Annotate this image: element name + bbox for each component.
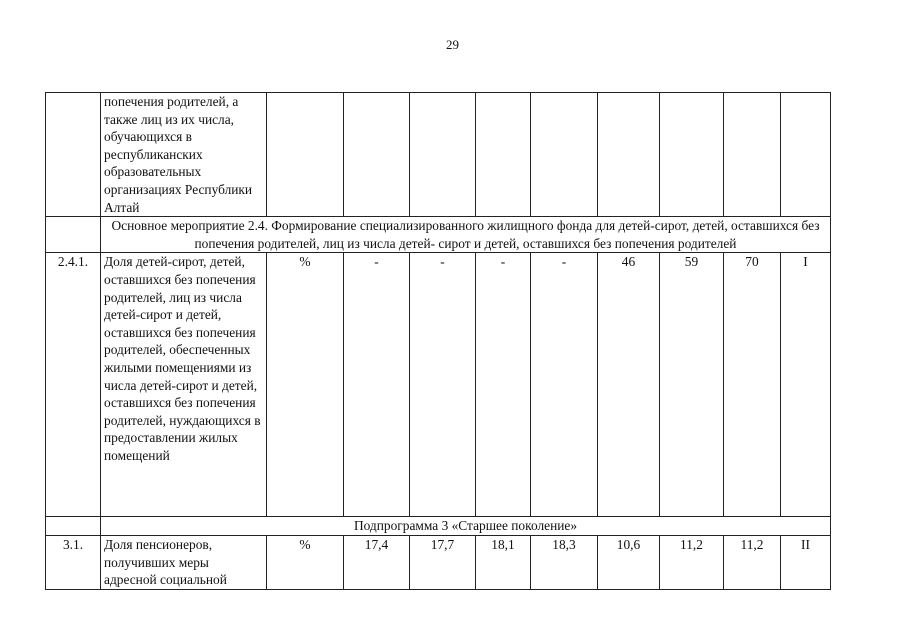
table-row (46, 535, 831, 589)
unit-cell: % (267, 535, 344, 589)
row-number-cell (46, 217, 101, 253)
page-number: 29 (446, 37, 459, 52)
value-cell (598, 93, 660, 217)
value-cell: 10,6 (598, 535, 660, 589)
unit-cell (267, 93, 344, 217)
section-row (46, 217, 831, 253)
value-cell: II (781, 535, 831, 589)
value-cell (781, 93, 831, 217)
value-cell: - (531, 253, 598, 517)
value-cell: - (410, 253, 476, 517)
row-number-cell: 2.4.1. (46, 253, 101, 517)
main-activity-title: Основное мероприятие 2.4. Формирование специализированного жилищного фонда для детей-сирот, детей, оставшихся без попечения родителей, лиц из числа детей- сирот и детей, оставшихся без попечения родителей (101, 217, 831, 253)
value-cell: 17,4 (344, 535, 410, 589)
value-cell (724, 93, 781, 217)
value-cell (476, 93, 531, 217)
value-cell: I (781, 253, 831, 517)
row-number-cell: 3.1. (46, 535, 101, 589)
value-cell: 17,7 (410, 535, 476, 589)
indicator-name-cell: Доля детей-сирот, детей, оставшихся без попечения родителей, лиц из числа детей-сирот и детей, оставшихся без попечения родителей, обеспеченных жилыми помещениями из числа детей-сирот и детей, оставшихся без попечения родителей, нуждающихся в предоставлении жилых помещений (101, 253, 267, 517)
section-row (46, 517, 831, 536)
value-cell: - (476, 253, 531, 517)
value-cell (410, 93, 476, 217)
value-cell (531, 93, 598, 217)
value-cell: 11,2 (660, 535, 724, 589)
value-cell: 11,2 (724, 535, 781, 589)
indicator-name-cell: Доля пенсионеров, получивших меры адресной социальной (101, 535, 267, 589)
table-row (46, 253, 831, 517)
value-cell (344, 93, 410, 217)
value-cell: 59 (660, 253, 724, 517)
row-number-cell (46, 517, 101, 536)
value-cell: 70 (724, 253, 781, 517)
table-row (46, 93, 831, 217)
indicator-name-cell: попечения родителей, а также лиц из их числа, обучающихся в республиканских образовательных организациях Республики Алтай (101, 93, 267, 217)
value-cell: 18,3 (531, 535, 598, 589)
unit-cell: % (267, 253, 344, 517)
value-cell: 18,1 (476, 535, 531, 589)
value-cell: 46 (598, 253, 660, 517)
indicator-table (45, 92, 831, 590)
subprogram-title: Подпрограмма 3 «Старшее поколение» (101, 517, 831, 536)
value-cell (660, 93, 724, 217)
value-cell: - (344, 253, 410, 517)
row-number-cell (46, 93, 101, 217)
